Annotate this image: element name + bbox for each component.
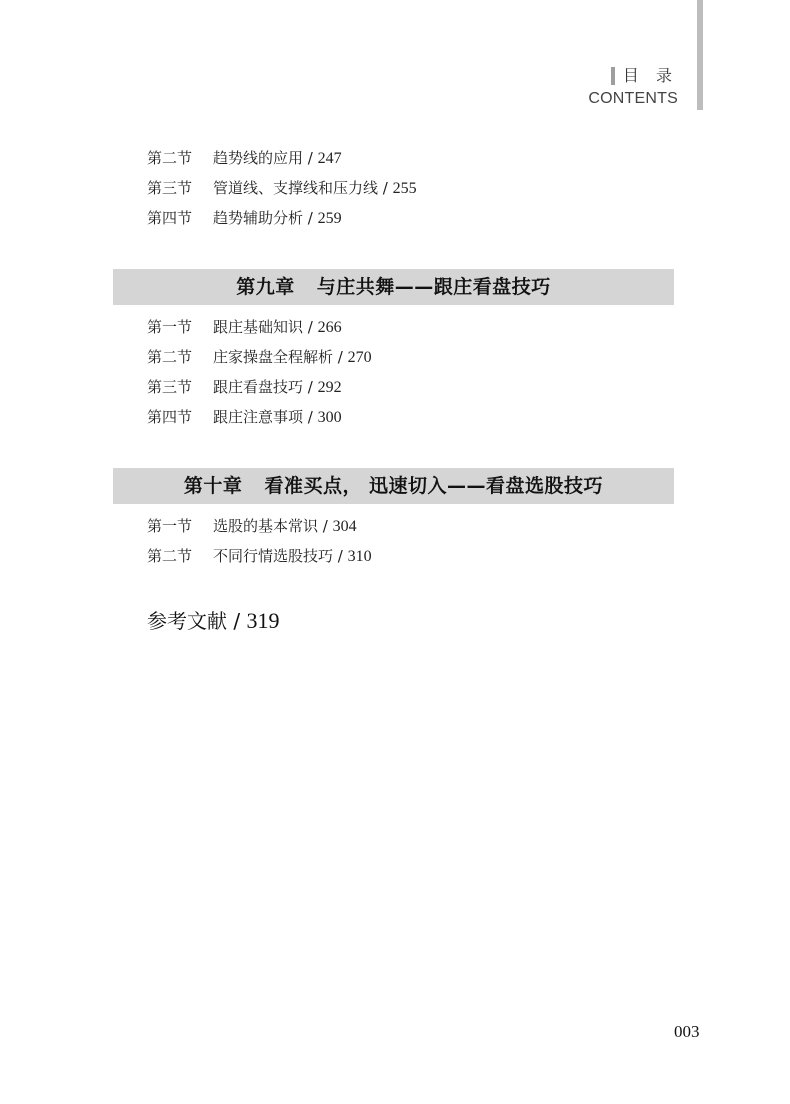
section-title: 跟庄看盘技巧 [213,378,304,396]
section-number: 第二节 [147,348,193,366]
chapter-number: 第十章 [183,475,243,497]
section-number: 第一节 [147,517,193,535]
section-page: 270 [347,349,372,366]
section-page: 292 [317,379,342,396]
section-page: 247 [317,150,342,167]
toc-entry[interactable] [147,317,342,338]
toc-entry[interactable] [147,546,372,567]
page-number: 003 [674,1022,700,1041]
section-number: 第二节 [147,547,193,565]
chapter-heading-10[interactable] [113,468,674,504]
chapter-title: 与庄共舞——跟庄看盘技巧 [316,276,551,298]
toc-entry[interactable] [147,516,357,537]
section-page: 255 [392,180,417,197]
page-separator: / [307,149,313,167]
page-separator: / [307,378,313,396]
page-separator: / [337,547,343,565]
toc-entry[interactable] [147,407,342,428]
toc-title-cn: 目 录 [622,66,678,85]
page-separator: / [307,318,313,336]
section-title: 跟庄基础知识 [213,318,304,336]
section-page: 259 [317,210,342,227]
toc-title-en: CONTENTS [588,90,678,107]
section-page: 300 [317,409,342,426]
toc-entry[interactable] [147,208,342,229]
section-title: 选股的基本常识 [213,517,319,535]
section-title: 管道线、支撑线和压力线 [213,179,379,197]
section-number: 第三节 [147,179,193,197]
section-title: 跟庄注意事项 [213,408,304,426]
toc-header [588,66,678,108]
references-entry[interactable] [147,605,279,634]
chapter-heading-9[interactable] [113,269,674,305]
page-separator: / [307,408,313,426]
chapter-number: 第九章 [236,276,295,298]
section-number: 第三节 [147,378,193,396]
toc-entry[interactable] [147,178,417,199]
section-title: 不同行情选股技巧 [213,547,334,565]
header-mark [611,67,615,85]
page-edge-bar [697,0,703,110]
section-page: 266 [317,319,342,336]
section-title: 趋势辅助分析 [213,209,304,227]
page-separator: / [382,179,388,197]
chapter-title: 看准买点， 迅速切入——看盘选股技巧 [264,475,604,497]
page-separator: / [233,609,241,633]
section-number: 第四节 [147,408,193,426]
section-page: 304 [332,518,357,535]
page-separator: / [307,209,313,227]
references-page: 319 [246,608,280,633]
page-separator: / [337,348,343,366]
references-title: 参考文献 [147,609,227,633]
section-page: 310 [347,548,372,565]
toc-entry[interactable] [147,377,342,398]
section-number: 第一节 [147,318,193,336]
section-title: 庄家操盘全程解析 [213,348,334,366]
section-title: 趋势线的应用 [213,149,304,167]
toc-entry[interactable] [147,347,372,368]
page-separator: / [322,517,328,535]
toc-title-cn-row [588,66,678,86]
section-number: 第四节 [147,209,193,227]
toc-entry[interactable] [147,148,342,169]
section-number: 第二节 [147,149,193,167]
